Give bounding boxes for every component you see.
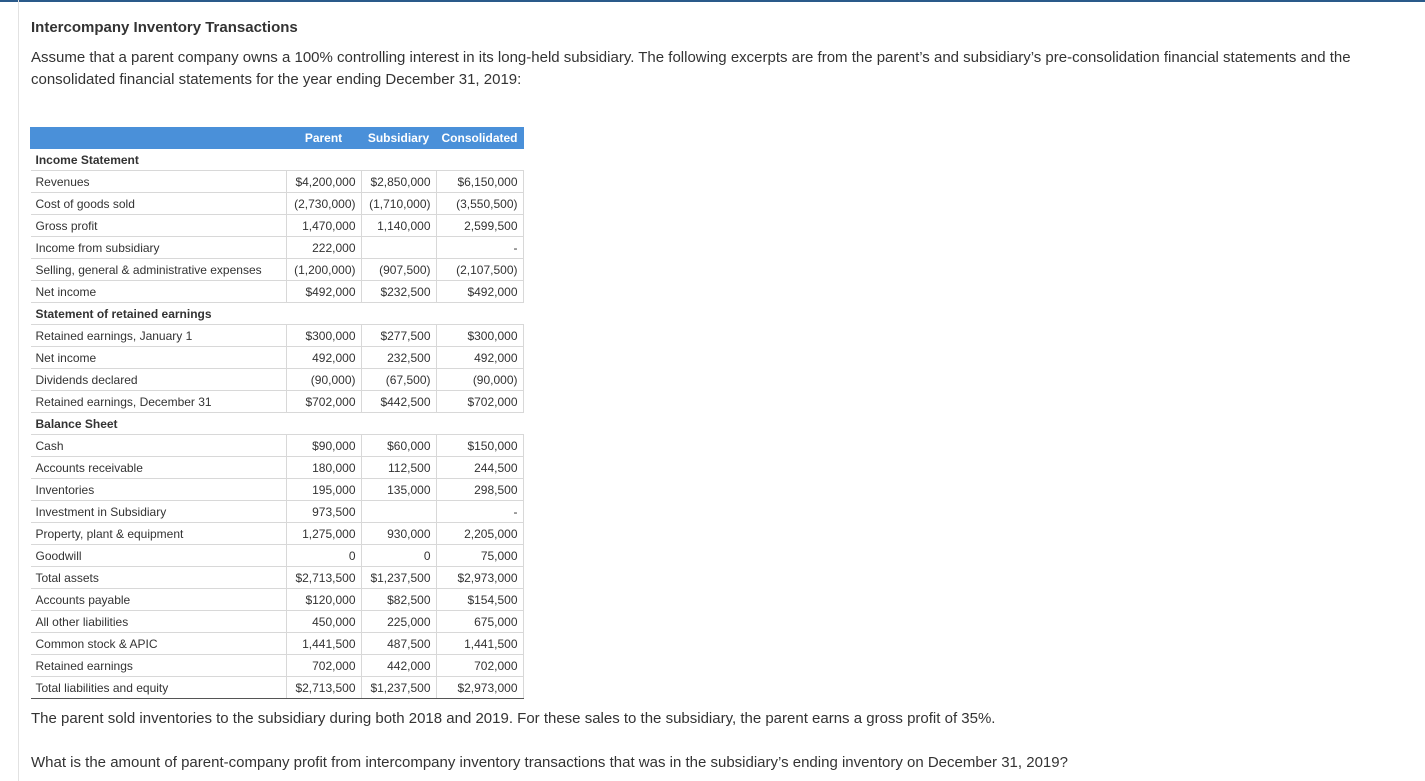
- table-row: [31, 545, 524, 567]
- row-label: Inventories: [31, 479, 287, 501]
- consolidated-value: -: [436, 501, 523, 523]
- table-row: [31, 567, 524, 589]
- consolidated-value: 492,000: [436, 347, 523, 369]
- subsidiary-value: 0: [361, 545, 436, 567]
- parent-value: 1,441,500: [286, 633, 361, 655]
- subsidiary-value: $277,500: [361, 325, 436, 347]
- subsidiary-value: 232,500: [361, 347, 436, 369]
- parent-value: 450,000: [286, 611, 361, 633]
- table-row: [31, 237, 524, 259]
- table-row: [31, 391, 524, 413]
- section-header-row: [31, 303, 524, 325]
- parent-value: (2,730,000): [286, 193, 361, 215]
- parent-value: 0: [286, 545, 361, 567]
- table-row: [31, 281, 524, 303]
- subsidiary-value: 442,000: [361, 655, 436, 677]
- parent-value: 222,000: [286, 237, 361, 259]
- table-row: [31, 435, 524, 457]
- subsidiary-value: 1,140,000: [361, 215, 436, 237]
- consolidated-value: -: [436, 237, 523, 259]
- consolidated-value: $2,973,000: [436, 677, 523, 699]
- consolidated-value: 244,500: [436, 457, 523, 479]
- row-label: Retained earnings, January 1: [31, 325, 287, 347]
- row-label: Goodwill: [31, 545, 287, 567]
- consolidated-value: (2,107,500): [436, 259, 523, 281]
- parent-value: $90,000: [286, 435, 361, 457]
- table-row: [31, 677, 524, 699]
- parent-value: 492,000: [286, 347, 361, 369]
- subsidiary-value: $82,500: [361, 589, 436, 611]
- consolidated-value: 675,000: [436, 611, 523, 633]
- row-label: Income from subsidiary: [31, 237, 287, 259]
- parent-value: 1,470,000: [286, 215, 361, 237]
- section-title: Balance Sheet: [31, 413, 287, 435]
- parent-value: $4,200,000: [286, 171, 361, 193]
- parent-value: $492,000: [286, 281, 361, 303]
- consolidated-value: (90,000): [436, 369, 523, 391]
- table-row: [31, 193, 524, 215]
- table-row: [31, 215, 524, 237]
- header-subsidiary: Subsidiary: [361, 128, 436, 149]
- subsidiary-value: 112,500: [361, 457, 436, 479]
- section-empty-cell: [436, 413, 523, 435]
- table-row: [31, 457, 524, 479]
- problem-title: Intercompany Inventory Transactions: [31, 19, 298, 36]
- table-header-row: [31, 128, 524, 149]
- parent-value: $120,000: [286, 589, 361, 611]
- table-row: [31, 259, 524, 281]
- consolidated-value: $300,000: [436, 325, 523, 347]
- parent-value: $2,713,500: [286, 677, 361, 699]
- subsidiary-value: $1,237,500: [361, 567, 436, 589]
- subsidiary-value: $60,000: [361, 435, 436, 457]
- problem-intro: Assume that a parent company owns a 100% controlling interest in its long-held subsidiary. The following excerpts are from the parent’s and subsidiary’s pre-consolidation financial statements and the consolidated financial statements for the year ending December 31, 2019:: [31, 49, 1351, 88]
- consolidated-value: $492,000: [436, 281, 523, 303]
- parent-value: 973,500: [286, 501, 361, 523]
- consolidated-value: $154,500: [436, 589, 523, 611]
- consolidated-value: 1,441,500: [436, 633, 523, 655]
- table-row: [31, 171, 524, 193]
- subsidiary-value: 135,000: [361, 479, 436, 501]
- section-title: Income Statement: [31, 149, 287, 171]
- consolidated-value: $702,000: [436, 391, 523, 413]
- row-label: Accounts payable: [31, 589, 287, 611]
- section-header-row: [31, 413, 524, 435]
- table-row: [31, 369, 524, 391]
- parent-value: $2,713,500: [286, 567, 361, 589]
- subsidiary-value: 225,000: [361, 611, 436, 633]
- row-label: Total assets: [31, 567, 287, 589]
- parent-value: (90,000): [286, 369, 361, 391]
- followup-text: The parent sold inventories to the subsidiary during both 2018 and 2019. For these sales to the subsidiary, the parent earns a gross profit of 35%.: [31, 710, 996, 727]
- subsidiary-value: [361, 501, 436, 523]
- row-label: Property, plant & equipment: [31, 523, 287, 545]
- row-label: Net income: [31, 281, 287, 303]
- row-label: Selling, general & administrative expenses: [31, 259, 287, 281]
- section-empty-cell: [286, 303, 361, 325]
- header-blank: [31, 128, 287, 149]
- section-empty-cell: [361, 303, 436, 325]
- section-empty-cell: [436, 149, 523, 171]
- row-label: Cost of goods sold: [31, 193, 287, 215]
- parent-value: $702,000: [286, 391, 361, 413]
- section-title: Statement of retained earnings: [31, 303, 287, 325]
- subsidiary-value: 930,000: [361, 523, 436, 545]
- parent-value: 195,000: [286, 479, 361, 501]
- table-row: [31, 325, 524, 347]
- section-empty-cell: [286, 413, 361, 435]
- consolidated-value: 702,000: [436, 655, 523, 677]
- financial-statements-table: [30, 127, 524, 699]
- table-row: [31, 589, 524, 611]
- section-empty-cell: [286, 149, 361, 171]
- row-label: Cash: [31, 435, 287, 457]
- row-label: All other liabilities: [31, 611, 287, 633]
- table-row: [31, 523, 524, 545]
- table-row: [31, 501, 524, 523]
- header-consolidated: Consolidated: [436, 128, 523, 149]
- parent-value: 180,000: [286, 457, 361, 479]
- consolidated-value: (3,550,500): [436, 193, 523, 215]
- subsidiary-value: $232,500: [361, 281, 436, 303]
- subsidiary-value: (67,500): [361, 369, 436, 391]
- consolidated-value: $6,150,000: [436, 171, 523, 193]
- section-header-row: [31, 149, 524, 171]
- row-label: Dividends declared: [31, 369, 287, 391]
- row-label: Net income: [31, 347, 287, 369]
- table-row: [31, 479, 524, 501]
- section-empty-cell: [436, 303, 523, 325]
- table-row: [31, 347, 524, 369]
- consolidated-value: $150,000: [436, 435, 523, 457]
- section-empty-cell: [361, 413, 436, 435]
- table-row: [31, 611, 524, 633]
- table-row: [31, 655, 524, 677]
- row-label: Total liabilities and equity: [31, 677, 287, 699]
- consolidated-value: $2,973,000: [436, 567, 523, 589]
- parent-value: $300,000: [286, 325, 361, 347]
- parent-value: 1,275,000: [286, 523, 361, 545]
- subsidiary-value: $442,500: [361, 391, 436, 413]
- parent-value: 702,000: [286, 655, 361, 677]
- row-label: Accounts receivable: [31, 457, 287, 479]
- row-label: Revenues: [31, 171, 287, 193]
- consolidated-value: 2,205,000: [436, 523, 523, 545]
- row-label: Investment in Subsidiary: [31, 501, 287, 523]
- subsidiary-value: [361, 237, 436, 259]
- subsidiary-value: (907,500): [361, 259, 436, 281]
- question-text: What is the amount of parent-company profit from intercompany inventory transactions that was in the subsidiary’s ending inventory on December 31, 2019?: [31, 754, 1068, 771]
- row-label: Retained earnings: [31, 655, 287, 677]
- header-parent: Parent: [286, 128, 361, 149]
- row-label: Gross profit: [31, 215, 287, 237]
- consolidated-value: 2,599,500: [436, 215, 523, 237]
- subsidiary-value: $2,850,000: [361, 171, 436, 193]
- subsidiary-value: (1,710,000): [361, 193, 436, 215]
- row-label: Retained earnings, December 31: [31, 391, 287, 413]
- consolidated-value: 298,500: [436, 479, 523, 501]
- consolidated-value: 75,000: [436, 545, 523, 567]
- row-label: Common stock & APIC: [31, 633, 287, 655]
- table-row: [31, 633, 524, 655]
- section-empty-cell: [361, 149, 436, 171]
- subsidiary-value: 487,500: [361, 633, 436, 655]
- parent-value: (1,200,000): [286, 259, 361, 281]
- subsidiary-value: $1,237,500: [361, 677, 436, 699]
